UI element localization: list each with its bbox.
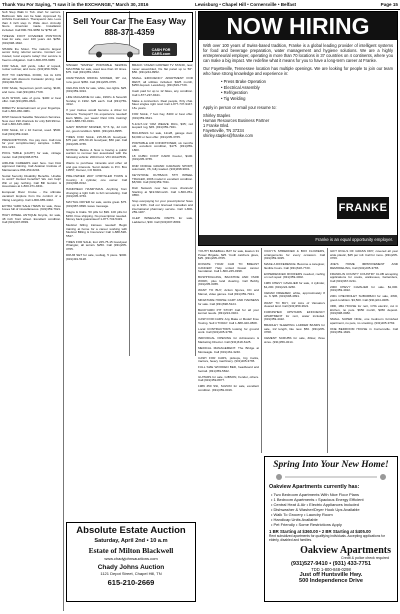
hiring-apply: Apply in person or email your resume to: — [203, 105, 277, 111]
classified-ad: GIFT ROLLS OF GRASS DRY, covered all year wide plastic, $25 per roll. Call for more. (931)205-3769. — [330, 249, 398, 261]
feature-item: • Two Bedroom Apartments With Nice Floor Plans — [271, 492, 360, 497]
flower-icon — [265, 470, 397, 484]
classified-ad: GUITARS for sale, GIBSON, Fender, others. Call (931)359-8877. — [198, 374, 259, 383]
classified-ad: CEILING FAN for sale, white, two lights. $25. (931)359-3324. — [66, 85, 127, 94]
header-center: Lewisburg • Chapel Hill • Cornersville • Belfast — [195, 2, 297, 7]
oakview-name: Oakview Apartments — [300, 544, 391, 556]
auction-subtitle: Estate of Milton Blackwell — [88, 546, 174, 555]
classified-ad: PORTABLE AIR CONDITIONER, six months old, excellent condition, $175. (931)359-1800. — [132, 140, 193, 152]
column-rule — [129, 11, 130, 356]
header-left: Thank You For Saying, "I saw it in the EXCHANGE," March 30, 2016 — [2, 2, 149, 7]
classifieds-column-3 — [132, 64, 193, 227]
classified-ad: CASH FOR CARS, pickups, big trucks, tractors, heavy machinery. (931)205-3765. — [198, 355, 259, 364]
oakview-credit: Credit & police check required — [341, 555, 389, 560]
classified-ad: PRESCRIPTIONS. You pay zero. Call now for your complimentary samples. 1-800-831-1234. — [2, 137, 61, 149]
column-rule — [261, 248, 262, 453]
classified-ad: FRANKLIN COUNTY COUNTRY CLUB accepting applications for cooks, waitresses, bartenders, Call (931)967-0211. — [330, 271, 398, 283]
classified-ad: Local CONTRACTORS looking for ground work. Call (931)205-3765. — [198, 326, 259, 335]
classified-ad: JOE'S HOME IMPROVEMENT AND REMODELING, Call (931)205-3765. — [330, 262, 398, 270]
feature-item: • Pet Friendly • Some Restrictions Apply — [271, 522, 342, 527]
classified-ad: SMALL SUPER NICE, one bedroom furnished apartment, no pets, no smoking. (931)205-3763. — [330, 317, 398, 325]
classified-ad: WANT TO BUY, 1/2 Acre of Vanuatu's cleared land. Call (931)359-3621. — [264, 300, 325, 309]
classified-ad: 1989 CHEVY CAVALIER for sale, 4 cylinder, $1,200. (931)224-3260. — [264, 281, 325, 289]
classifieds-column-4 — [198, 250, 259, 395]
classified-ad: Stop overpaying for your prescriptions! Save up to 93%. Call our licensed Canadian and international pharmacy service. Call 1-800-259-1187. — [132, 199, 193, 215]
classified-ad: KEYSTONE OUTBACK 5TH WHEEL TRAILER, 2006 model in excellent condition. $8,500. Call (931)359-7911. — [132, 173, 193, 185]
oakview-fine-print: Rent subsidized apartments for qualifying individuals. Accepting applications for elderly, disabled and families. — [269, 534, 386, 542]
classified-ad: Cash paid for up to 12 bikes, any condition. Call 1-877-237-8441. — [132, 89, 193, 97]
classified-ad: CEDAR FREEZER, white, approximately 8 cu. ft. $95. (931)698-4891. — [264, 290, 325, 299]
auction-title: Absolute Estate Auction — [76, 525, 186, 536]
classified-ad: CRAFTSMAN RIDING MOWER, 38" cut, runs good. $350. Call (931)205-3765. — [66, 76, 127, 84]
classified-ad: TIRES FOR SALE, 215-65-16 Goodyear, $75 pair; 205-60-16 Goodyear, $50 pair. Call (931)205-3765. — [66, 134, 127, 146]
hiring-contact: Shirley Staples Human Resources Business Partner 1 Franke Blvd. Fayetteville, TN 37334 shirley.staples@franke.com — [199, 110, 397, 138]
skill-item: • Press Brake Operation — [221, 79, 267, 84]
classified-ad: Wants to purchase minerals and other oil and gas interests. Send details to P.O. Box 13557, Denver, CO 80201. — [66, 161, 127, 173]
classified-ad: CEMENT SCRUBS for sale, Zillow, three sizes. (931)359-3214. — [264, 336, 325, 344]
classified-ad: EXTRA YARD SALE ITEMS for sale, three boxes full of miscellaneous. (931)359-7921. — [2, 203, 61, 212]
hiring-footer: Franke is an equal opportunity employer. — [199, 235, 397, 245]
column-rule — [63, 11, 64, 611]
classified-ad: Viagra & Cialis. 50 pills for $99. 100 pills for $150. Free shipping. No prescription needed. Money back guaranteed! 1-877-743-5419. — [66, 210, 127, 222]
classified-ad: YOUTH BASEBALL BAT for sale, Easton 31 Power Brigade, $25. Youth catchers glove, $25. (931)205-3765. — [198, 249, 259, 261]
classified-ad: WANT TO BUY, Action figures, DC and Marvel, video games. Call (931)359-7921. — [198, 288, 259, 296]
classified-ad: Dish Network now has more channels! Starting at $19.99/month. Call 1-800-351-0850. — [132, 186, 193, 198]
skill-item: • Tig Welding — [221, 95, 246, 101]
auction-company: Chady Johns Auction — [97, 564, 165, 571]
classified-ad: BRACK YASARI GORSER TV STAND, new, never assembled, fits flat panel up to 50". $50. (931)244-8952. — [132, 63, 193, 75]
auction-website: www.chadyjohnsauctions.com — [104, 556, 158, 561]
classified-ad: TWELVE FOOT COVERED PONTOON boat for sale, over 100 years old. $250. (931)698-1822. — [2, 33, 61, 45]
classified-ad: 3RD, 1BA HOUSE for rent, CHA electric, cut in kitchen, no pets. $650 month, $450 deposit. (931)698-0082. — [330, 304, 398, 316]
classified-ad: BACKYARD PIT STOP! Call for all your kennel needs. (931)224-3324. — [198, 307, 259, 316]
auction-address: 1121 Depot Street, Chapel Hill, TN — [100, 571, 162, 576]
feature-item: • Central Heat & Air • Electric Appliances Included — [271, 502, 359, 507]
feature-item: • Handicap Units Available — [271, 517, 318, 522]
classified-ad: DNR DODGE GRAND CARAVAN SPORT, automatic, V6, fully loaded. (931)698-9001. — [132, 163, 193, 172]
column-rule — [195, 11, 196, 356]
auction-phone: 615-210-2669 — [107, 578, 155, 587]
hiring-intro: With over 100 years of Swiss-based tradition, Franke is a global leading provider of intelligent systems for food and beverage preparation, water management and hygiene solutions. We are a highly entrepreneurial employer, operating in more than 70 locations in 37 countries on 4 continents, where you can make a big impact. We redefine what it means for you to have a long-term career at Franke. — [203, 43, 393, 63]
skill-item: • Refrigeration — [221, 90, 248, 96]
classified-ad: CLEP WINEGATE PARTS for sale, Ladderner, $30. Call (931)607-8893. — [132, 216, 193, 224]
classifieds-column-6 — [330, 250, 398, 337]
classified-ad: VICKY'S SHREDDED & BOX FLOWERS, arrangements for every occasion. Call (931)359-3325. — [264, 249, 325, 261]
classified-ad: AIRLINE CAREERS start here. Get FAA approved training. Call Aviation Institute of Maintenance 866-453-6204. — [2, 160, 61, 172]
classified-ad: 5-1/4x7-1/2 YAM WEAVE RUG, $35; red leopard rug, $45. (931)359-7921. — [132, 121, 193, 130]
hiring-question: Our Fayetteville, Tennessee location has multiple openings. We are looking for people to join our team who have strong knowledge and experience in: — [203, 66, 393, 76]
classified-ad: Soft Step Walk In Tub. Alert for seniors. Bathroom falls can be fatal. Approved by Arthritis Foundation. Therapeutic Jets. Less than 4 inch step in. Wide door. Anti-slip floors. American made. Installation included. Call 800-791-9850 for $750 off. — [2, 10, 61, 32]
classified-ad: Make a connection. Real people, flirty chat. Meet singles right now! Call 1-877-737-9447. 18+ years. — [132, 98, 193, 110]
auction-date: Saturday, April 2nd • 10 a.m — [94, 538, 168, 544]
header-page-number: Page 15 — [380, 2, 398, 7]
classified-ad: GARY BISHOP MOWER, 57.5 hp, 42 inch cut, good condition. $300. (931)224-8955. — [66, 125, 127, 133]
classified-ad: NOTICE: Before & Now is having a public auction to recover lien associated with the following vehicle: 2004 Ford. VIN 1FALP53S. — [66, 147, 127, 159]
classified-ad: MINIATURE HORSE CART AND HARNESS for sale. Call (931)698-5124. — [198, 298, 259, 306]
oakview-tdd: TDD 1-800-848-0298 — [311, 566, 351, 572]
cash-for-cars-logo: CASH FOR CARS.com — [151, 48, 171, 56]
classified-ad: MAKE A DIFFERENCE. Become a caregiver, flexible hours. Call (931)618-7720. — [264, 262, 325, 270]
classified-ad: SINGER "SIMPLE" PORTABLE SEWING MACHINE for sale, used less than 10 times. $75. Call (931)359-1844. — [66, 63, 127, 75]
classified-ad: 2001 CHEVROLET SUBURBAN for sale, 4WD, good condition. $3,500. Call (931)224-3286. — [330, 294, 398, 303]
classified-ad: EXPERIENCED ROOFERS needed, roofing or roof repair. (931)359-4002. — [264, 271, 325, 280]
sell-car-title: Sell Your Car The Easy Way — [72, 16, 187, 26]
oakview-apartments-ad — [264, 456, 398, 602]
classified-ad: FULL SIZE WOODEN BED, headboard and footrail. (931)359-5822. — [198, 365, 259, 373]
feature-item: • Walk To Grocery • Laundry Room — [271, 512, 333, 517]
oakview-phone: (931)527-9410 • (931) 433-7751 — [290, 560, 372, 567]
classified-ad: DONATE YOUR CAR TO BREAST CANCER! Help united breast cancer foundation. Call 1-800-245-0398. — [198, 262, 259, 274]
feature-item: • Dishwasher & Washer/Dryer Hook Ups Available — [271, 507, 360, 512]
classifieds-column-1 — [2, 11, 61, 227]
sell-car-phone: 888-371-4359 — [104, 28, 155, 37]
classified-ad: DISH Network Satellite Television Services. Now over 190 channels for only $19.99/mo. Call 1-800-615-4064. — [2, 115, 61, 127]
estate-auction-ad — [66, 522, 196, 602]
oakview-features — [265, 490, 397, 527]
classified-ad: SHARE the Motor. The nation's largest senior living referral service. Contact our trusted, local experts today! Our service is free/no obligation. Call 1-800-978-9389 — [2, 46, 61, 62]
oakview-address: Just off Huntsville Hwy. — [299, 571, 363, 578]
classified-ad: 2000 CHEVY CAVALIER for sale. $1,000. (931)359-4922. — [330, 284, 398, 293]
oakview-address-2: 500 Independence Drive — [298, 577, 364, 584]
skill-item: • Electrical Assembly — [221, 84, 260, 90]
classified-ad: SMALL EFFICIENCY APARTMENT FOR RENT, all utilities included. $425 month, $250 deposit. Lewisburg. (931)619-7729. — [132, 76, 193, 88]
oakview-banner: Spring Into Your New Home! — [273, 460, 389, 470]
classified-ad: INDIVIDUAL OPENING for Admissions & Marketing Director. Call (931)618-6125. — [198, 336, 259, 344]
classified-ad: GUN SHOW, sale of guns. $400 or best offer. Call (931)359-3621. — [2, 95, 61, 104]
hiring-email[interactable]: shirley.staples@franke.com — [203, 133, 254, 139]
classified-ad: HANDHELD HANDYMAN. Anything from changing a light bulb to full remodeling. Call (931)205-3763. — [66, 187, 127, 199]
page-header — [0, 0, 400, 10]
now-hiring-title: NOW HIRING — [199, 12, 397, 40]
oakview-prices: 1 BR Starting at $360.00 • 2 BR Starting at $405.00 — [269, 529, 371, 534]
column-rule — [327, 248, 328, 453]
franke-logo: FRANKE — [337, 197, 389, 219]
classified-ad: 1986 450 SSI, SUZUKI for sale, excellent condition. (931)359-0016. — [198, 384, 259, 392]
classified-ad: HOT TIX CENTRAL FOOD, hot tix 10% dinner with discount. Fantastic pricing. Call (931)492-5100. — [2, 73, 61, 85]
classified-ad: 18 CUBIC FOOT KARR freezer, $100. (931)205-3765. — [132, 153, 193, 162]
classified-ad: BUSHHOGGING, BACKHOE AND YARD WORK, plus land clearing. Call Bobby (931)205-0365. — [198, 275, 259, 287]
classified-ad: European River Cruise - the ultimate vacation! Explore from the comfort of a Viking Longship. Call 1-800-985-4402. — [2, 190, 61, 202]
hiring-skills-list — [199, 76, 397, 101]
classified-ad: FOR SALE, 10 x 10 Kennel, used. $500. Call (931)359-4422. — [2, 128, 61, 136]
classified-ad: MEDICAL MANAGEMENT. The Bridge at Monteagle. Call (931)461-3240. — [198, 345, 259, 354]
classified-ad: CASH FOR CARS: Any Make or Model! Free Towing. Sell it TODAY. Call 1-888-420-3808. — [198, 317, 259, 325]
classified-ad: LIFE MAGAZINE for sale, 1960's & Seventh Sunday in 1962. $25 each. Call (931)759-4312. — [66, 95, 127, 107]
classifieds-column-5 — [264, 250, 325, 347]
classified-ad: If your trainee would become a driver for Stevens Transport? No experience needed! Earn $800+ per week! Paid CDL training! Call 1-888-740-0341. — [66, 108, 127, 124]
classifieds-column-2 — [66, 64, 127, 264]
classified-ad: PRE-OWNED 2007 CHRYSLER TOWN & Country, 4 cylinder, one owner. Call (931)698-8312. — [66, 174, 127, 186]
sell-your-car-ad — [66, 12, 193, 62]
classified-ad: Social Security Disability Benefits. Unable to work? Denied benefits? We can help! Win or pay nothing. Call Bill Gordon & Associates at 1-800-371-9431. — [2, 173, 61, 189]
classified-ad: DIRECTV. Entertainment at your fingertips. Call 1-800-360-4981. — [2, 105, 61, 114]
classified-ad: HIGH WHEEL ANTIQUE bicycle, for sale, 48 inch front wheel. Excellent condition. Call (931)607-8893. — [2, 213, 61, 225]
classified-ad: TIRES FOR SALE, four 225-75-15 Goodyear Wrangler, all terrain. $250. Call (931)205-3765. — [66, 239, 127, 251]
classified-ad: MAYTAG DRYER for sale, works great. $75. (931)987-6896. leave message. — [66, 200, 127, 208]
classified-ad: POOL TABLE (LIGHT) for sale, vintage model. Call (931)698-8754. — [2, 151, 61, 159]
now-hiring-ad — [198, 11, 398, 246]
classified-ad: Medical billing trainees needed! Begin training at home for a career working with Medical Billing & Insurance! Call 1-888-528-5547. — [66, 223, 127, 238]
classified-ad: DRUM SET for sale, Ludwig, 5 piece. $300. (931)491-5128. — [66, 253, 127, 261]
classified-ad: FURNISHED UPSTAIRS EFFICIENCY APARTMENT for rent, water included. (931)359-4422. — [264, 310, 325, 322]
feature-item: • 1 Bedroom Apartments • Spacious Energy Efficient — [271, 497, 364, 502]
classified-ad: BUILDINGS for sale, 12x28, garage door. $3,000 or best offer. (931)205-3765. — [132, 131, 193, 139]
classified-ad: FOR SALE, Superman porch swing, $100, and more. Call (931)364-7728. — [2, 86, 61, 94]
classified-ad: BRADLEY SLEEPING LADDER BANDS for sale, 1/2 length, like new. $50. (931)205-3768. — [264, 323, 325, 335]
classified-ad: ONE BEDROOM HOUSE in Cornersville. Call (931)359-1829. — [330, 326, 398, 335]
classified-ad: FOR SALE, 4x8 yards, roller of topsoil, rocker recliner, and more. (931)359-7829. — [2, 63, 61, 72]
oakview-headline: Oakview Apartments currently has: — [269, 484, 360, 490]
classified-ad: FOR SALE, 7 foot hay, 8400 or best offer. (931)359-3621. — [132, 112, 193, 120]
